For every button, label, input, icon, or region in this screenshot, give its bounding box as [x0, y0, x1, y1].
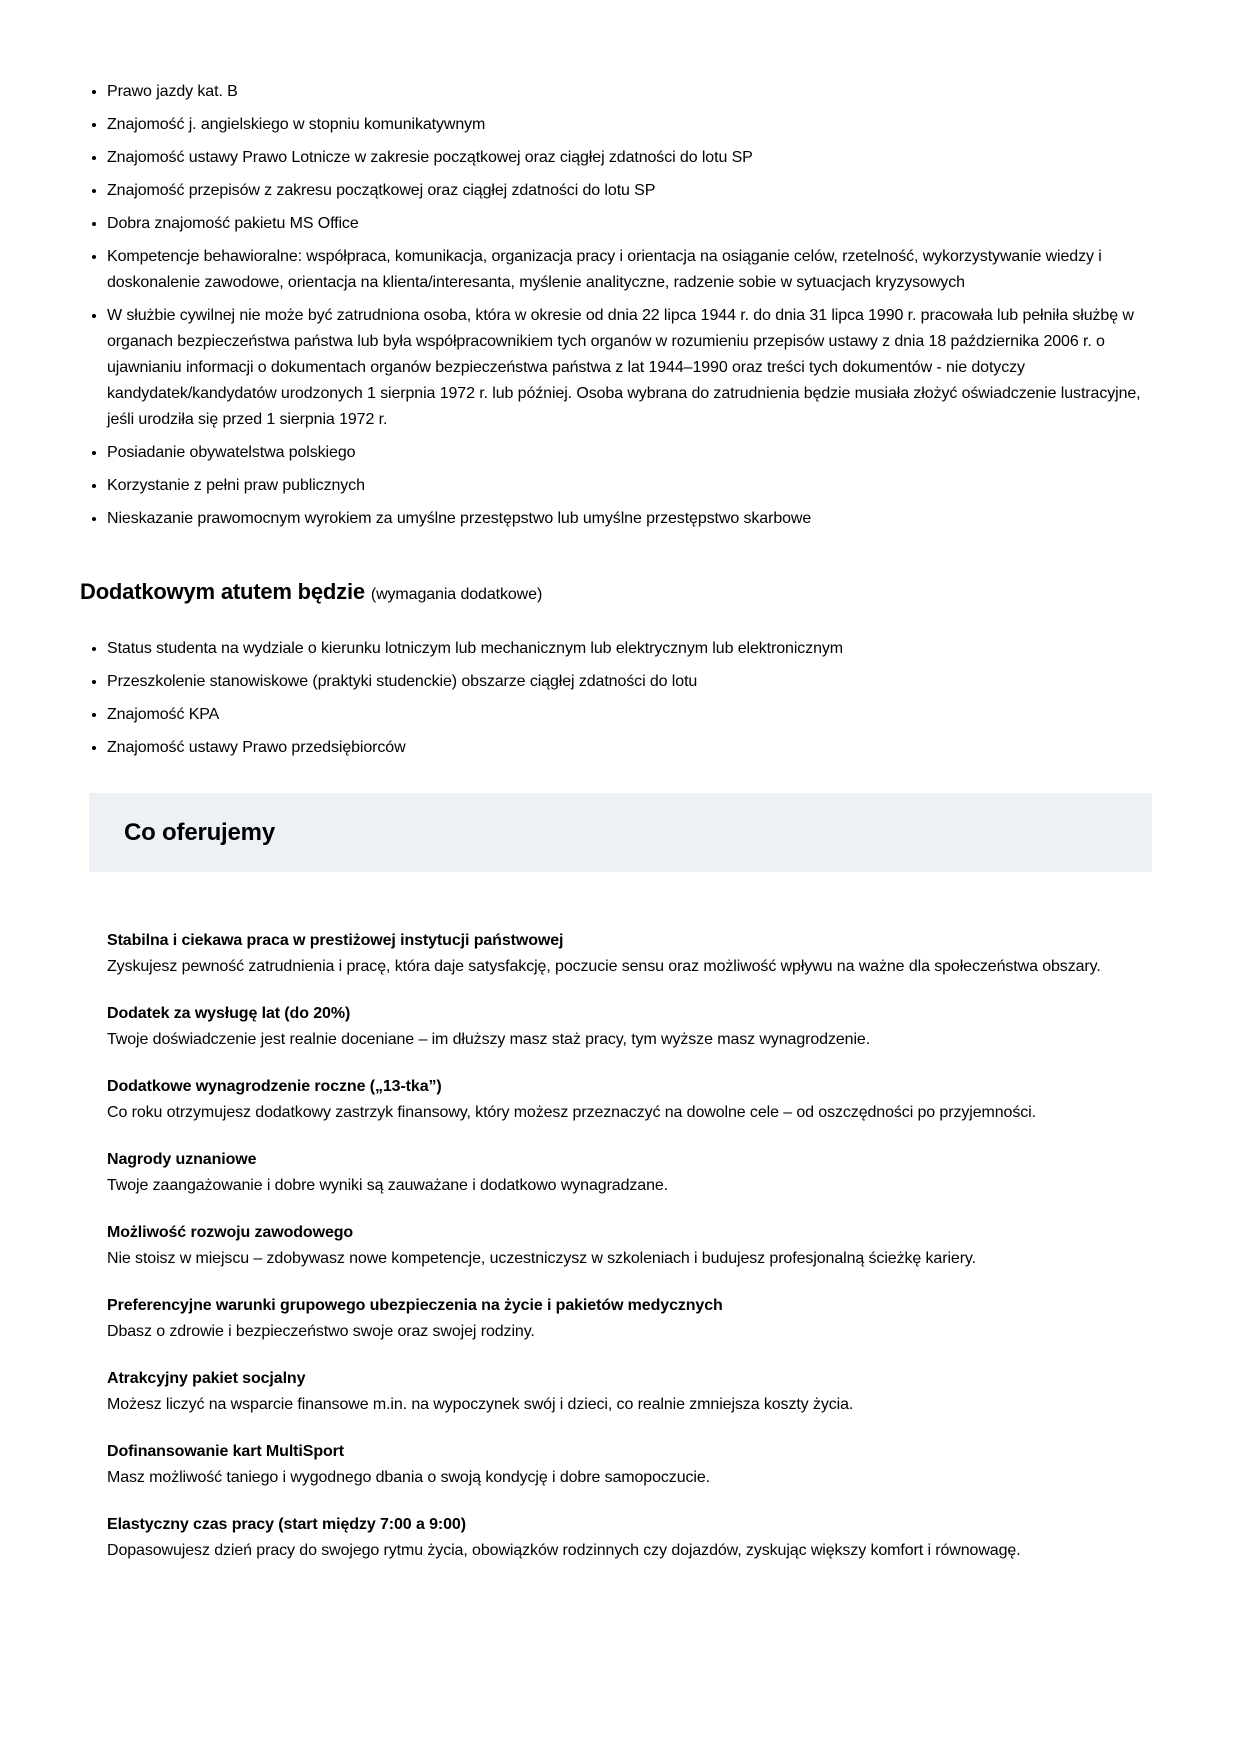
list-item: • Przeszkolenie stanowiskowe (praktyki studenckie) obszarze ciągłej zdatności do lotu	[107, 668, 1155, 695]
offer-title: Dodatek za wysługę lat (do 20%)	[107, 1005, 351, 1022]
list-item: • Znajomość j. angielskiego w stopniu komunikatywnym	[107, 111, 1155, 138]
offer-item	[107, 1293, 1155, 1345]
list-item: • Znajomość ustawy Prawo przedsiębiorców	[107, 734, 1155, 761]
list-item: • Znajomość przepisów z zakresu początkowej oraz ciągłej zdatności do lotu SP	[107, 177, 1155, 204]
list-item: • Kompetencje behawioralne: współpraca, komunikacja, organizacja pracy i orientacja na osiąganie celów, rzetelność, wykorzystywanie wiedzy i doskonalenie zawodowe, orientacja na klienta/interesanta, myślenie analityczne, radzenie sobie w sytuacjach kryzysowych	[107, 243, 1155, 296]
list-item: • Dobra znajomość pakietu MS Office	[107, 210, 1155, 237]
list-item: • Posiadanie obywatelstwa polskiego	[107, 439, 1155, 466]
offer-description: Zyskujesz pewność zatrudnienia i pracę, która daje satysfakcję, poczucie sensu oraz możliwość wpływu na ważne dla społeczeństwa obszary.	[107, 958, 1101, 975]
additional-requirements-heading	[80, 578, 1155, 609]
list-item: • Znajomość ustawy Prawo Lotnicze w zakresie początkowej oraz ciągłej zdatności do lotu SP	[107, 144, 1155, 171]
offer-item	[107, 928, 1155, 980]
list-item: • Prawo jazdy kat. B	[107, 78, 1155, 105]
offer-title: Dodatkowe wynagrodzenie roczne („13-tka”)	[107, 1078, 442, 1095]
offers-section-header	[89, 793, 1152, 872]
offer-description: Możesz liczyć na wsparcie finansowe m.in. na wypoczynek swój i dzieci, co realnie zmniejsza koszty życia.	[107, 1396, 854, 1413]
offer-title: Stabilna i ciekawa praca w prestiżowej instytucji państwowej	[107, 932, 564, 949]
offer-item	[107, 1439, 1155, 1491]
list-item: • Status studenta na wydziale o kierunku lotniczym lub mechanicznym lub elektrycznym lub elektronicznym	[107, 635, 1155, 662]
offer-title: Elastyczny czas pracy (start między 7:00 a 9:00)	[107, 1516, 466, 1533]
offer-item	[107, 1074, 1155, 1126]
offer-description: Twoje doświadczenie jest realnie doceniane – im dłuższy masz staż pracy, tym wyższe masz wynagrodzenie.	[107, 1031, 871, 1048]
additional-requirements-title: Dodatkowym atutem będzie	[80, 579, 365, 604]
list-item: • W służbie cywilnej nie może być zatrudniona osoba, która w okresie od dnia 22 lipca 1944 r. do dnia 31 lipca 1990 r. pracowała lub pełniła służbę w organach bezpieczeństwa państwa lub była współpracownikiem tych organów w rozumieniu przepisów ustawy z dnia 18 października 2006 r. o ujawnianiu informacji o dokumentach organów bezpieczeństwa państwa z lat 1944–1990 oraz treści tych dokumentów - nie dotyczy kandydatek/kandydatów urodzonych 1 sierpnia 1972 r. lub później. Osoba wybrana do zatrudnienia będzie musiała złożyć oświadczenie lustracyjne, jeśli urodziła się przed 1 sierpnia 1972 r.	[107, 302, 1155, 433]
list-item: • Nieskazanie prawomocnym wyrokiem za umyślne przestępstwo lub umyślne przestępstwo skarbowe	[107, 505, 1155, 532]
list-item: • Korzystanie z pełni praw publicznych	[107, 472, 1155, 499]
additional-requirements-subtitle: (wymagania dodatkowe)	[370, 586, 543, 603]
offers-list	[107, 928, 1155, 1564]
offer-title: Preferencyjne warunki grupowego ubezpieczenia na życie i pakietów medycznych	[107, 1297, 723, 1314]
offer-description: Co roku otrzymujesz dodatkowy zastrzyk finansowy, który możesz przeznaczyć na dowolne cele – od oszczędności po przyjemności.	[107, 1104, 1036, 1121]
requirements-list	[80, 78, 1155, 532]
offer-title: Atrakcyjny pakiet socjalny	[107, 1370, 306, 1387]
offer-description: Twoje zaangażowanie i dobre wyniki są zauważane i dodatkowo wynagradzane.	[107, 1177, 669, 1194]
offer-item	[107, 1220, 1155, 1272]
offer-description: Dopasowujesz dzień pracy do swojego rytmu życia, obowiązków rodzinnych czy dojazdów, zyskując większy komfort i równowagę.	[107, 1542, 1021, 1559]
offer-title: Nagrody uznaniowe	[107, 1151, 257, 1168]
offer-item	[107, 1366, 1155, 1418]
offer-item	[107, 1147, 1155, 1199]
offer-title: Możliwość rozwoju zawodowego	[107, 1224, 354, 1241]
offer-description: Dbasz o zdrowie i bezpieczeństwo swoje oraz swojej rodziny.	[107, 1323, 535, 1340]
offer-description: Nie stoisz w miejscu – zdobywasz nowe kompetencje, uczestniczysz w szkoleniach i budujesz profesjonalną ścieżkę kariery.	[107, 1250, 976, 1267]
offers-section-title: Co oferujemy	[124, 818, 275, 846]
list-item: • Znajomość KPA	[107, 701, 1155, 728]
offer-item	[107, 1512, 1155, 1564]
offer-description: Masz możliwość taniego i wygodnego dbania o swoją kondycję i dobre samopoczucie.	[107, 1469, 711, 1486]
offer-item	[107, 1001, 1155, 1053]
additional-requirements-list	[80, 635, 1155, 761]
offer-title: Dofinansowanie kart MultiSport	[107, 1443, 345, 1460]
